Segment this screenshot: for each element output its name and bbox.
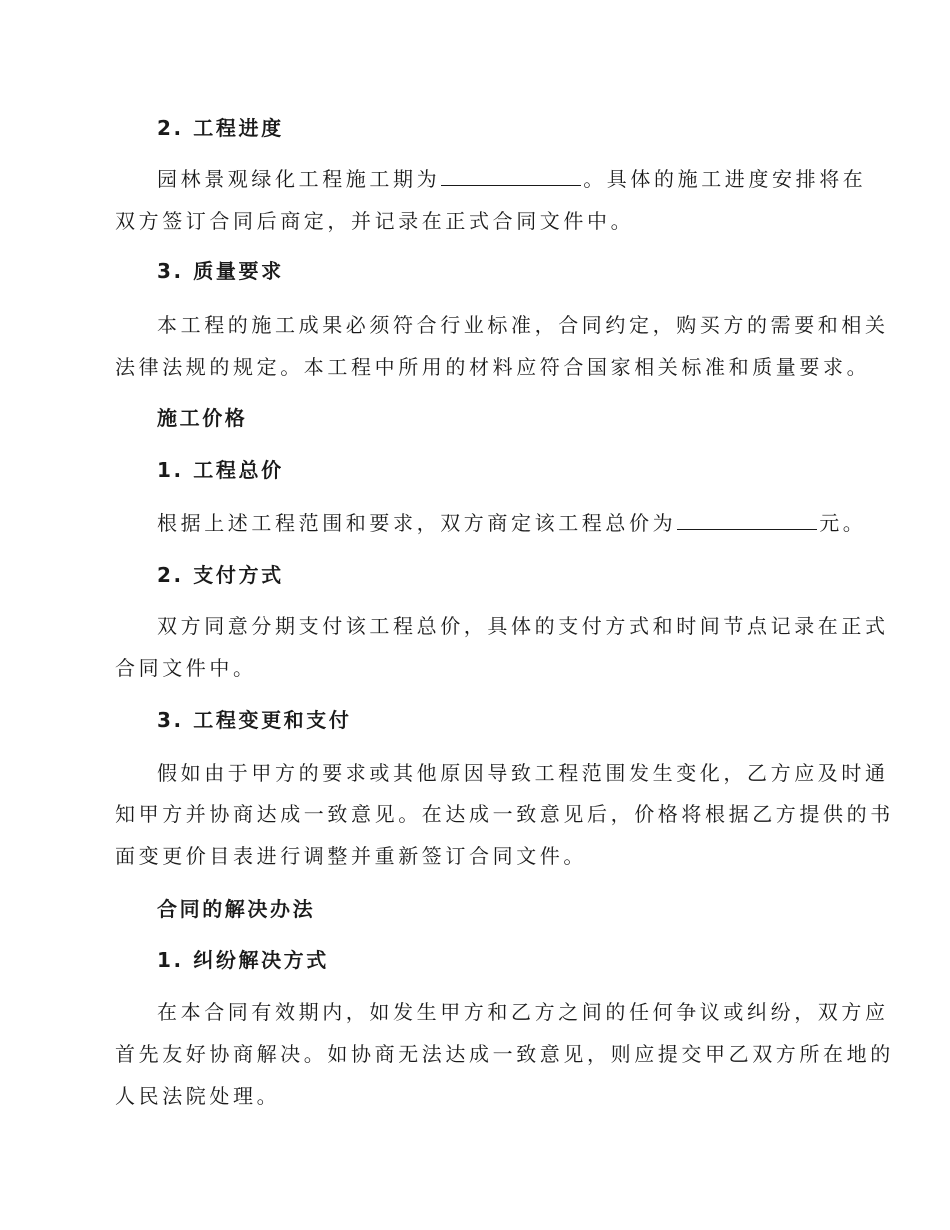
paragraph-line: 人民法院处理。 bbox=[115, 1084, 281, 1108]
paragraph-line bbox=[157, 509, 877, 537]
paragraph-line: 知甲方并协商达成一致意见。在达成一致意见后，价格将根据乙方提供的书 bbox=[115, 802, 894, 826]
paragraph-line: 本工程的施工成果必须符合行业标准，合同约定，购买方的需要和相关 bbox=[157, 313, 889, 337]
text-fragment: 根据上述工程范围和要求，双方商定该工程总价为 bbox=[157, 511, 677, 535]
paragraph-line bbox=[157, 165, 877, 193]
blank-underline bbox=[677, 511, 817, 530]
section-heading-progress: 2. 工程进度 bbox=[157, 116, 284, 140]
subsection-heading-payment: 2. 支付方式 bbox=[157, 563, 284, 587]
blank-underline bbox=[441, 167, 581, 186]
text-fragment: 园林景观绿化工程施工期为 bbox=[157, 167, 441, 191]
paragraph-line: 面变更价目表进行调整并重新签订合同文件。 bbox=[115, 844, 587, 868]
paragraph-line: 首先友好协商解决。如协商无法达成一致意见，则应提交甲乙双方所在地的 bbox=[115, 1042, 894, 1066]
section-heading-price: 施工价格 bbox=[157, 406, 248, 430]
subsection-heading-change: 3. 工程变更和支付 bbox=[157, 708, 352, 732]
text-fragment: 元。 bbox=[819, 511, 867, 535]
paragraph-line: 双方签订合同后商定，并记录在正式合同文件中。 bbox=[115, 209, 635, 233]
paragraph-line: 双方同意分期支付该工程总价，具体的支付方式和时间节点记录在正式 bbox=[157, 614, 889, 638]
paragraph-line: 合同文件中。 bbox=[115, 656, 257, 680]
subsection-heading-total: 1. 工程总价 bbox=[157, 458, 284, 482]
paragraph-line: 在本合同有效期内，如发生甲方和乙方之间的任何争议或纠纷，双方应 bbox=[157, 1000, 889, 1024]
section-heading-resolution: 合同的解决办法 bbox=[157, 897, 316, 921]
paragraph-line: 假如由于甲方的要求或其他原因导致工程范围发生变化，乙方应及时通 bbox=[157, 761, 889, 785]
paragraph-line: 法律法规的规定。本工程中所用的材料应符合国家相关标准和质量要求。 bbox=[115, 355, 871, 379]
section-heading-quality: 3. 质量要求 bbox=[157, 259, 284, 283]
text-fragment: 。具体的施工进度安排将在 bbox=[583, 167, 867, 191]
subsection-heading-dispute: 1. 纠纷解决方式 bbox=[157, 948, 329, 972]
